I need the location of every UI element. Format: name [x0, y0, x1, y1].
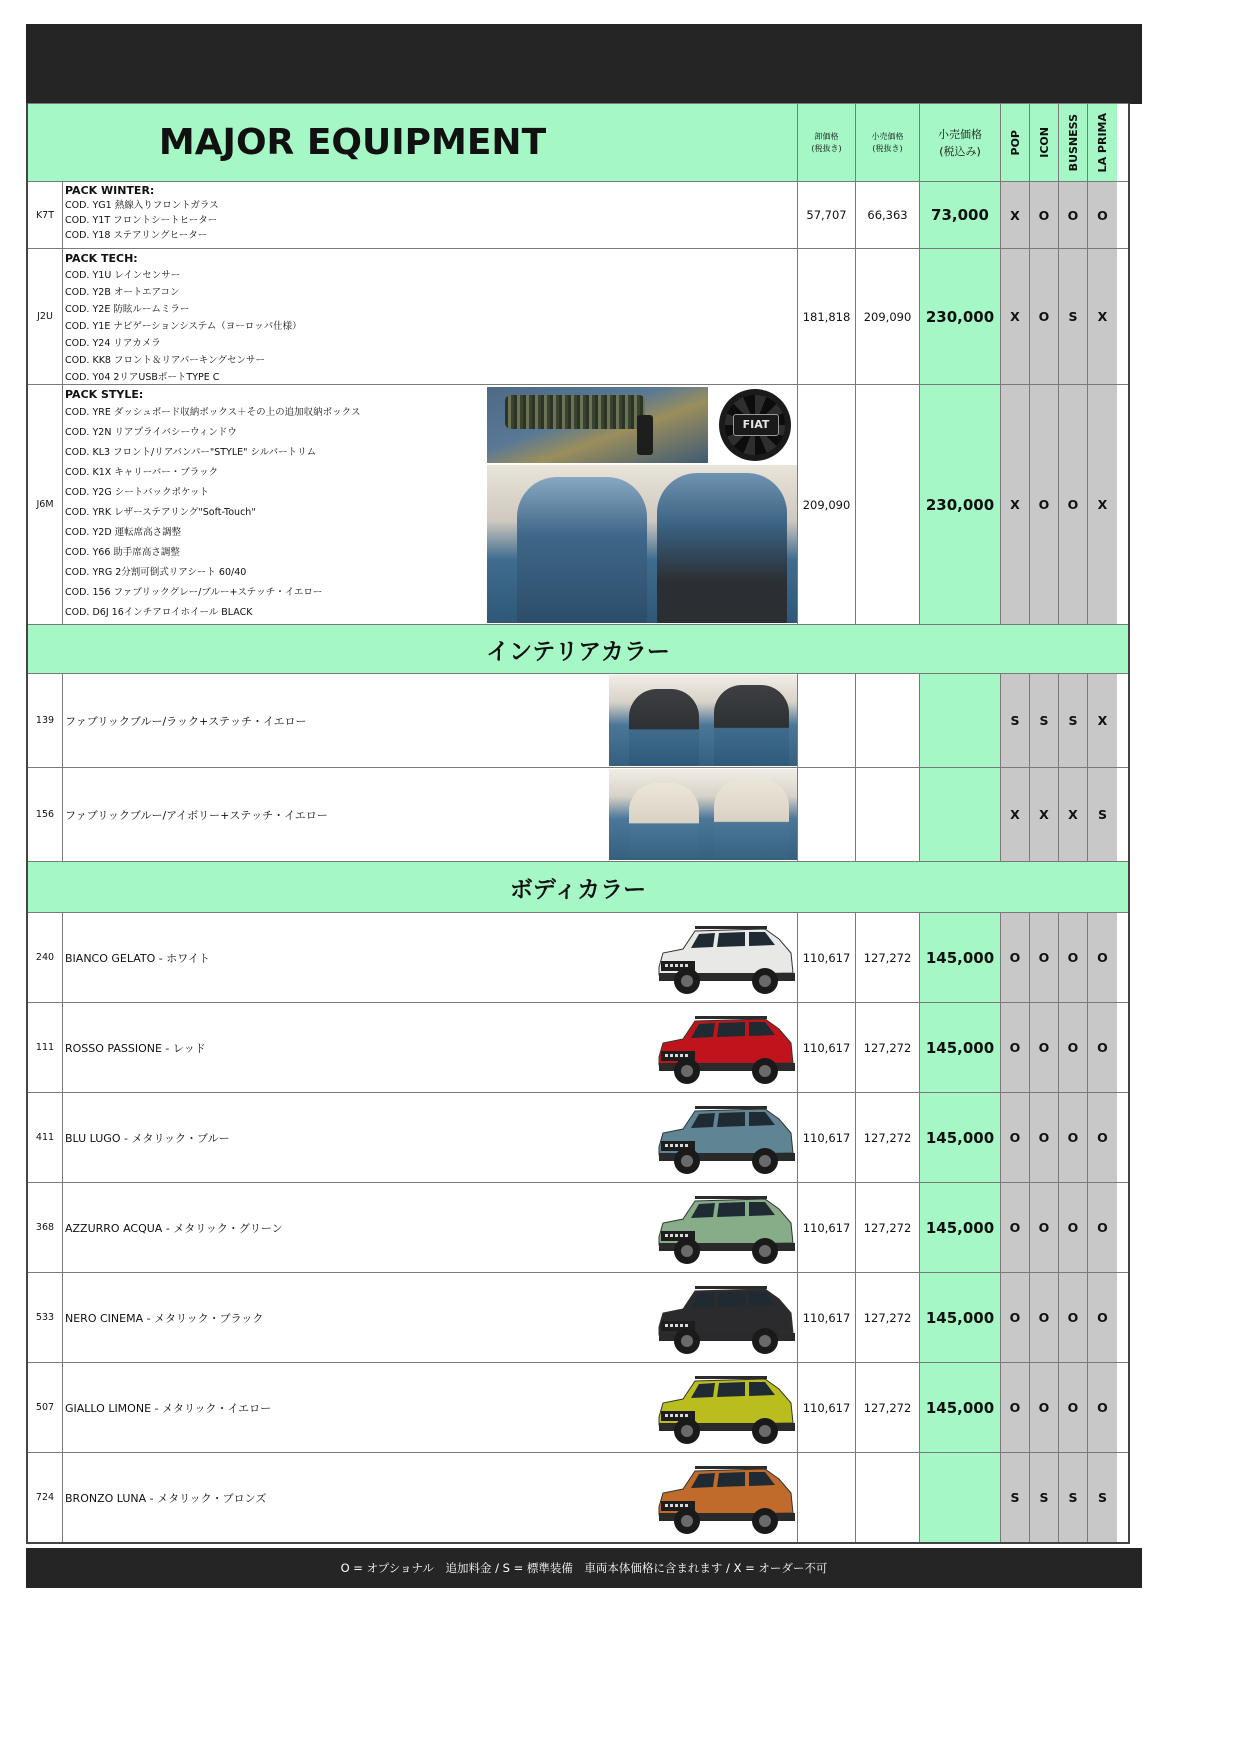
- pack-item: COD. Y18 ステアリングヒーター: [65, 230, 208, 241]
- pack-item: COD. Y2D 運転席高さ調整: [65, 527, 182, 538]
- body-color-row: [28, 1092, 1128, 1182]
- mark-icon: S: [1030, 1453, 1059, 1542]
- retail-ex-price: 127,272: [856, 1363, 920, 1452]
- trim-header-laprima: LA PRIMA: [1088, 104, 1117, 181]
- pack-item: COD. Y1U レインセンサー: [65, 270, 181, 281]
- mark-icon: O: [1030, 1183, 1059, 1272]
- interior-description: [63, 674, 798, 767]
- pack-item: COD. YRE ダッシュボード収納ボックス＋その上の追加収納ボックス: [65, 407, 361, 418]
- retail-price: 145,000: [920, 1003, 1001, 1092]
- body-color-name: NERO CINEMA - メタリック・ブラック: [65, 1312, 264, 1325]
- mark-pop: X: [1001, 385, 1030, 624]
- pack-title: PACK STYLE:: [65, 388, 144, 401]
- retail-price: 145,000: [920, 913, 1001, 1002]
- mark-business: O: [1059, 913, 1088, 1002]
- body-color-name: ROSSO PASSIONE - レッド: [65, 1042, 206, 1055]
- option-code: J6M: [28, 385, 63, 624]
- equipment-table: [26, 103, 1130, 1544]
- suv-icon: [653, 1097, 798, 1179]
- body-color-description: [63, 1183, 798, 1272]
- pack-item: COD. YRG 2分割可倒式リアシート 60/40: [65, 567, 247, 578]
- retail-price: 230,000: [920, 249, 1001, 384]
- net-price: 110,617: [798, 1183, 856, 1272]
- mark-pop: O: [1001, 1273, 1030, 1362]
- mark-pop: X: [1001, 249, 1030, 384]
- net-price: 57,707: [798, 182, 856, 248]
- mark-laprima: X: [1088, 385, 1117, 624]
- trim-header-pop: POP: [1001, 104, 1030, 181]
- car-photo: [653, 917, 798, 999]
- car-photo: [653, 1007, 798, 1089]
- retail-price: [920, 674, 1001, 767]
- retail-ex-price: 127,272: [856, 1183, 920, 1272]
- body-color-section: ボディカラー: [28, 861, 1128, 912]
- pack-item: COD. D6J 16インチアロイホイール BLACK: [65, 607, 253, 618]
- mark-laprima: O: [1088, 1183, 1117, 1272]
- suv-icon: [653, 1367, 798, 1449]
- option-code: 411: [28, 1093, 63, 1182]
- mark-business: X: [1059, 768, 1088, 861]
- net-price: 110,617: [798, 1273, 856, 1362]
- retail-price: [920, 768, 1001, 861]
- interior-photo: [609, 675, 798, 766]
- retail-price: [920, 1453, 1001, 1542]
- option-code: 368: [28, 1183, 63, 1272]
- interior-row-156: [28, 767, 1128, 861]
- retail-ex-price: 66,363: [856, 182, 920, 248]
- body-color-description: [63, 1093, 798, 1182]
- suv-icon: [653, 917, 798, 999]
- option-code: 533: [28, 1273, 63, 1362]
- net-price: 181,818: [798, 249, 856, 384]
- alloy-wheel-photo: [711, 387, 797, 463]
- pack-title: PACK TECH:: [65, 252, 138, 265]
- seat-back-right: [657, 473, 787, 623]
- body-color-name: BIANCO GELATO - ホワイト: [65, 952, 210, 965]
- body-color-row: [28, 1362, 1128, 1452]
- mark-business: O: [1059, 1183, 1088, 1272]
- pack-item: COD. Y1E ナビゲーションシステム（ヨーロッパ仕様）: [65, 321, 302, 332]
- pack-item: COD. 156 ファブリックグレー/ブルー+ステッチ・イエロー: [65, 587, 323, 598]
- retail-price: 230,000: [920, 385, 1001, 624]
- mark-laprima: O: [1088, 1273, 1117, 1362]
- pack-item: COD. Y66 助手席高さ調整: [65, 547, 180, 558]
- interior-description: [63, 768, 798, 861]
- mark-business: O: [1059, 182, 1088, 248]
- mark-business: O: [1059, 1003, 1088, 1092]
- table-header: [28, 103, 1128, 181]
- retail-ex-price: 127,272: [856, 1273, 920, 1362]
- car-photo: [653, 1097, 798, 1179]
- fiat-logo: FIAT: [733, 414, 779, 436]
- retail-price: 145,000: [920, 1363, 1001, 1452]
- trim-header-icon: ICON: [1030, 104, 1059, 181]
- pack-item: COD. Y2B オートエアコン: [65, 287, 180, 298]
- option-code: 156: [28, 768, 63, 861]
- mark-laprima: O: [1088, 182, 1117, 248]
- net-price: 110,617: [798, 1363, 856, 1452]
- retail-ex-price: [856, 1453, 920, 1542]
- body-color-description: [63, 1453, 798, 1542]
- pack-item: COD. Y2E 防眩ルームミラー: [65, 304, 190, 315]
- seat-back-left: [517, 477, 647, 623]
- mark-pop: O: [1001, 1363, 1030, 1452]
- air-vent: [637, 415, 653, 455]
- mark-business: S: [1059, 674, 1088, 767]
- mark-icon: O: [1030, 1093, 1059, 1182]
- mark-pop: O: [1001, 913, 1030, 1002]
- option-code: 507: [28, 1363, 63, 1452]
- mark-laprima: O: [1088, 1003, 1117, 1092]
- retail-ex-price: 209,090: [856, 249, 920, 384]
- interior-name: ファブリックブルー/アイボリー+ステッチ・イエロー: [65, 809, 328, 822]
- page-title: MAJOR EQUIPMENT: [28, 104, 798, 181]
- option-code: 240: [28, 913, 63, 1002]
- mark-pop: O: [1001, 1183, 1030, 1272]
- mark-icon: O: [1030, 913, 1059, 1002]
- body-color-description: [63, 913, 798, 1002]
- mark-icon: O: [1030, 249, 1059, 384]
- retail-price: 145,000: [920, 1273, 1001, 1362]
- net-price: 110,617: [798, 1003, 856, 1092]
- pack-title: PACK WINTER:: [65, 184, 155, 197]
- suv-icon: [653, 1007, 798, 1089]
- top-banner: [26, 24, 1142, 104]
- pack-description: [63, 182, 798, 248]
- net-price: 209,090: [798, 385, 856, 624]
- mark-laprima: O: [1088, 1093, 1117, 1182]
- retail-price: 73,000: [920, 182, 1001, 248]
- mark-icon: O: [1030, 182, 1059, 248]
- body-color-row: [28, 1452, 1128, 1542]
- net-price-header: 卸価格 (税抜き): [798, 104, 856, 181]
- retail-price: 145,000: [920, 1183, 1001, 1272]
- retail-ex-header: 小売価格 (税抜き): [856, 104, 920, 181]
- mark-icon: O: [1030, 385, 1059, 624]
- legend-footer: O = オプショナル 追加料金 / S = 標準装備 車両本体価格に含まれます / X = オーダー不可: [26, 1548, 1142, 1588]
- mark-icon: O: [1030, 1273, 1059, 1362]
- option-code: J2U: [28, 249, 63, 384]
- mark-business: O: [1059, 385, 1088, 624]
- mark-pop: S: [1001, 1453, 1030, 1542]
- interior-color-section: インテリアカラー: [28, 624, 1128, 673]
- pack-row-tech: [28, 248, 1128, 384]
- mark-laprima: X: [1088, 674, 1117, 767]
- dashboard-trim: [505, 395, 645, 429]
- mark-laprima: O: [1088, 913, 1117, 1002]
- suv-icon: [653, 1187, 798, 1269]
- body-color-row: [28, 912, 1128, 1002]
- mark-business: O: [1059, 1093, 1088, 1182]
- body-color-name: BLU LUGO - メタリック・ブルー: [65, 1132, 230, 1145]
- mark-laprima: O: [1088, 1363, 1117, 1452]
- body-color-row: [28, 1272, 1128, 1362]
- pack-item: COD. Y2G シートバックポケット: [65, 487, 210, 498]
- retail-ex-price: 127,272: [856, 913, 920, 1002]
- pack-item: COD. KL3 フロント/リアバンパー"STYLE" シルバートリム: [65, 447, 317, 458]
- body-color-name: BRONZO LUNA - メタリック・ブロンズ: [65, 1492, 267, 1505]
- option-code: 139: [28, 674, 63, 767]
- mark-business: S: [1059, 1453, 1088, 1542]
- option-code: K7T: [28, 182, 63, 248]
- interior-name: ファブリックブルー/ラック+ステッチ・イエロー: [65, 715, 307, 728]
- body-color-name: AZZURRO ACQUA - メタリック・グリーン: [65, 1222, 283, 1235]
- mark-pop: X: [1001, 768, 1030, 861]
- mark-pop: O: [1001, 1003, 1030, 1092]
- seat-trim-photo: [487, 465, 797, 623]
- mark-laprima: S: [1088, 1453, 1117, 1542]
- pack-description: [63, 249, 798, 384]
- car-photo: [653, 1367, 798, 1449]
- mark-business: S: [1059, 249, 1088, 384]
- retail-price-header: 小売価格 (税込み): [920, 104, 1001, 181]
- suv-icon: [653, 1457, 798, 1539]
- mark-icon: O: [1030, 1003, 1059, 1092]
- pack-item: COD. Y24 リアカメラ: [65, 338, 161, 349]
- pack-item: COD. YG1 熱線入りフロントガラス: [65, 200, 219, 211]
- mark-icon: X: [1030, 768, 1059, 861]
- pack-item: COD. Y1T フロントシートヒーター: [65, 215, 218, 226]
- mark-business: O: [1059, 1273, 1088, 1362]
- suv-icon: [653, 1277, 798, 1359]
- body-color-row: [28, 1002, 1128, 1092]
- retail-price: 145,000: [920, 1093, 1001, 1182]
- body-color-description: [63, 1003, 798, 1092]
- pack-item: COD. Y04 2リアUSBポートTYPE C: [65, 372, 220, 383]
- retail-ex-price: 127,272: [856, 1003, 920, 1092]
- pack-item: COD. Y2N リアプライバシーウィンドウ: [65, 427, 237, 438]
- pack-item: COD. KK8 フロント＆リアパーキングセンサー: [65, 355, 265, 366]
- mark-business: O: [1059, 1363, 1088, 1452]
- body-color-description: [63, 1363, 798, 1452]
- body-color-rows: [28, 912, 1128, 1542]
- car-photo: [653, 1277, 798, 1359]
- option-code: 724: [28, 1453, 63, 1542]
- body-color-row: [28, 1182, 1128, 1272]
- pack-row-winter: [28, 181, 1128, 248]
- retail-ex-price: 127,272: [856, 1093, 920, 1182]
- net-price: [798, 1453, 856, 1542]
- mark-icon: S: [1030, 674, 1059, 767]
- pack-item: COD. K1X キャリーバー・ブラック: [65, 467, 219, 478]
- body-color-name: GIALLO LIMONE - メタリック・イエロー: [65, 1402, 272, 1415]
- net-price: 110,617: [798, 913, 856, 1002]
- mark-pop: X: [1001, 182, 1030, 248]
- pack-description: [63, 385, 798, 624]
- pack-item: COD. YRK レザーステアリング"Soft-Touch": [65, 507, 256, 518]
- net-price: 110,617: [798, 1093, 856, 1182]
- option-code: 111: [28, 1003, 63, 1092]
- dashboard-storage-photo: [487, 387, 708, 463]
- mark-icon: O: [1030, 1363, 1059, 1452]
- mark-pop: O: [1001, 1093, 1030, 1182]
- pack-row-style: [28, 384, 1128, 624]
- trim-header-business: BUSNESS: [1059, 104, 1088, 181]
- car-photo: [653, 1457, 798, 1539]
- mark-laprima: X: [1088, 249, 1117, 384]
- wheel-icon: [719, 389, 791, 461]
- mark-pop: S: [1001, 674, 1030, 767]
- interior-photo: [609, 769, 798, 860]
- body-color-description: [63, 1273, 798, 1362]
- mark-laprima: S: [1088, 768, 1117, 861]
- car-photo: [653, 1187, 798, 1269]
- interior-row-139: [28, 673, 1128, 767]
- retail-ex-price: [856, 385, 920, 624]
